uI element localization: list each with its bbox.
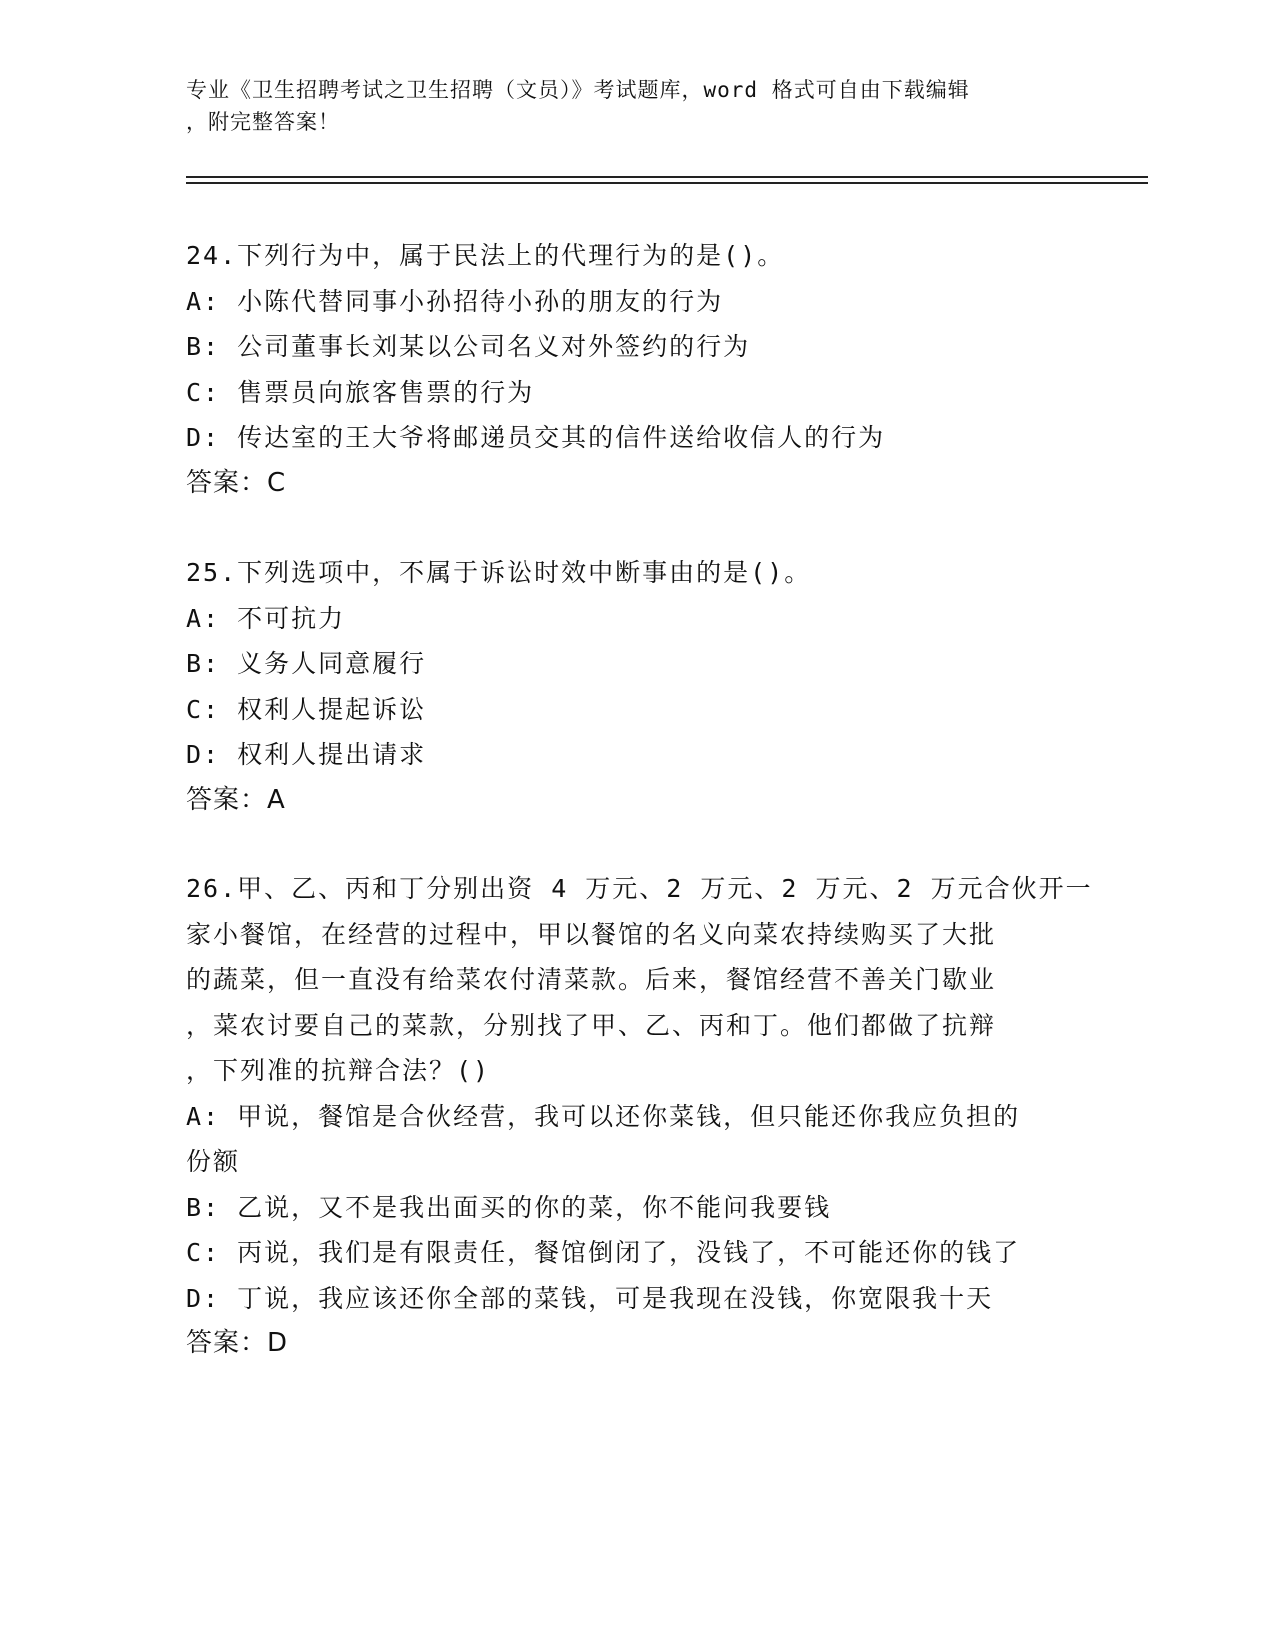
answer-line: 答案：C — [186, 467, 287, 498]
option-d: D: 丁说，我应该还你全部的菜钱，可是我现在没钱，你宽限我十天 — [186, 1283, 994, 1313]
answer-line: 答案：D — [186, 1328, 289, 1358]
option-a: A: 不可抗力 — [186, 603, 346, 633]
option-b: B: 义务人同意履行 — [186, 649, 427, 678]
answer-line: 答案：A — [186, 784, 286, 815]
header-divider-bottom — [186, 182, 1148, 184]
option-b: B: 乙说，又不是我出面买的你的菜，你不能问我要钱 — [186, 1192, 832, 1222]
option-a: A: 甲说，餐馆是合伙经营，我可以还你菜钱，但只能还你我应负担的 — [186, 1101, 1021, 1131]
option-c: C: 售票员向旅客售票的行为 — [186, 377, 535, 407]
option-d: D: 传达室的王大爷将邮递员交其的信件送给收信人的行为 — [186, 423, 886, 452]
option-b: B: 公司董事长刘某以公司名义对外签约的行为 — [186, 332, 751, 361]
option-c: C: 权利人提起诉讼 — [186, 694, 427, 724]
question-stem-line-3: 的蔬菜，但一直没有给菜农付清菜款。后来，餐馆经营不善关门歇业 — [186, 965, 997, 994]
question-stem: 24.下列行为中，属于民法上的代理行为的是()。 — [186, 241, 785, 270]
question-26 — [186, 866, 1093, 1367]
question-stem-line-2: 家小餐馆，在经营的过程中，甲以餐馆的名义向菜农持续购买了大批 — [186, 919, 997, 949]
question-stem-line-5: ，下列准的抗辩合法？() — [186, 1056, 491, 1085]
question-25 — [186, 550, 1086, 823]
document-header — [186, 74, 1066, 138]
option-a: A: 小陈代替同事小孙招待小孙的朋友的行为 — [186, 286, 724, 316]
question-24 — [186, 233, 1086, 506]
header-line-1: 专业《卫生招聘考试之卫生招聘（文员）》考试题库，word 格式可自由下载编辑 — [186, 78, 970, 102]
question-stem-line-4: ，菜农讨要自己的菜款，分别找了甲、乙、丙和丁。他们都做了抗辩 — [186, 1010, 997, 1040]
option-c: C: 丙说，我们是有限责任，餐馆倒闭了，没钱了，不可能还你的钱了 — [186, 1238, 1021, 1267]
header-line-2: ，附完整答案！ — [186, 110, 340, 134]
header-divider-top — [186, 176, 1148, 178]
question-stem-line-1: 26.甲、乙、丙和丁分别出资 4 万元、2 万元、2 万元、2 万元合伙开一 — [186, 874, 1093, 903]
question-stem: 25.下列选项中，不属于诉讼时效中断事由的是()。 — [186, 558, 812, 587]
option-d: D: 权利人提出请求 — [186, 740, 427, 769]
option-a-continued: 份额 — [186, 1147, 241, 1176]
